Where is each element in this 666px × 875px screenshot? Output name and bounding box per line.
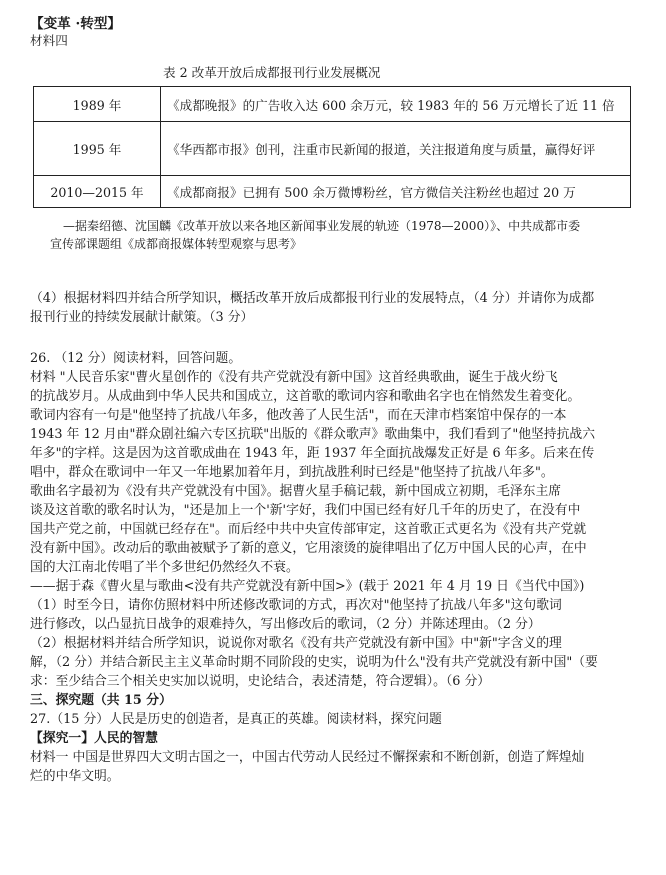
q26-material-line: 没有新中国》。改动后的歌曲被赋予了新的意义，它用滚烫的旋律唱出了亿万中国人民的心声，在中 (30, 541, 587, 556)
q26-material-line: 的抗战岁月。从成曲到中华人民共和国成立，这首歌的歌词内容和歌曲名字也在悄然发生着变化。 (30, 389, 581, 404)
q26-sub2-line: （2）根据材料并结合所学知识，说说你对歌名《没有共产党就没有新中国》中"新"字含义的理 (30, 636, 562, 651)
table-cell-text: 《成都晚报》的广告收入达 600 余万元，较 1983 年的 56 万元增长了近 11 倍 (161, 87, 631, 122)
q26-material-line: 年多"的字样。这是因为这首歌成曲在 1943 年，距 1937 年全面抗战爆发正好是 6 年多。后来在传 (30, 446, 595, 461)
q26-sub1-line: （1）时至今日，请你仿照材料中所述修改歌词的方式，再次对"他坚持了抗战八年多"这句歌词 (30, 598, 562, 613)
table-cell-text: 《华西都市报》创刊，注重市民新闻的报道，关注报道角度与质量，赢得好评 (161, 122, 631, 176)
explore-material-line: 材料一 中国是世界四大文明古国之一，中国古代劳动人民经过不懈探索和不断创新，创造了辉煌灿 (30, 750, 585, 765)
question-27-heading: 27.（15 分）人民是历史的创造者，是真正的英雄。阅读材料，探究问题 (30, 712, 442, 727)
table-cell-year: 1995 年 (34, 122, 161, 176)
q26-material-line: 国共产党之前，中国就已经存在"。而后经中共中央宣传部审定，这首歌正式更名为《没有共产党就 (30, 522, 587, 537)
q26-sub1-line: 进行修改，以凸显抗日战争的艰难持久，写出修改后的歌词，（2 分）并陈述理由。（2 分） (30, 617, 541, 632)
table-cell-year: 1989 年 (34, 87, 161, 122)
table-row (34, 176, 631, 208)
explore-one-heading: 【探究一】人民的智慧 (30, 731, 158, 746)
question-4-line-1: （4）根据材料四并结合所学知识，概括改革开放后成都报刊行业的发展特点，（4 分）并请你为成都 (30, 291, 595, 306)
table-row (34, 87, 631, 122)
q26-sub2-line: 求：至少结合三个相关史实加以说明，史论结合，表述清楚，符合逻辑）。（6 分） (30, 674, 491, 689)
section-title: 【变革 ·转型】 (30, 16, 122, 32)
section-3-heading: 三、探究题（共 15 分） (30, 693, 172, 708)
q26-material-line: 唱中，群众在歌词中一年又一年地累加着年月，到抗战胜利时已经是"他坚持了抗战八年多"。 (30, 465, 554, 480)
question-4-line-2: 报刊行业的持续发展献计献策。（3 分） (30, 310, 254, 325)
q26-material-source: ——据于森《曹火星与歌曲<没有共产党就没有新中国>》(载于 2021 年 4 月 19 日《当代中国》) (30, 579, 585, 594)
q26-material-line: 谈及这首歌的歌名时认为，"还是加上一个'新'字好，我们中国已经有好几千年的历史了，在没有中 (30, 503, 581, 518)
q26-material-line: 材料 "人民音乐家"曹火星创作的《没有共产党就没有新中国》这首经典歌曲，诞生于战火纷飞 (30, 370, 558, 385)
q26-material-line: 歌曲名字最初为《没有共产党就没有中国》。据曹火星手稿记载，新中国成立初期，毛泽东主席 (30, 484, 562, 499)
q26-material-line: 1943 年 12 月由"群众剧社编六专区抗联"出版的《群众歌声》歌曲集中，我们看到了"他坚持抗战六 (30, 427, 595, 442)
table-caption: 表 2 改革开放后成都报刊行业发展概况 (163, 65, 381, 80)
development-table (33, 86, 631, 208)
explore-material-line: 烂的中华文明。 (30, 769, 120, 784)
table-source-line-1: —据秦绍德、沈国麟《改革开放以来各地区新闻事业发展的轨迹（1978—2000）》、中共成都市委 (63, 219, 581, 233)
table-row (34, 122, 631, 176)
table-cell-year: 2010—2015 年 (34, 176, 161, 208)
table-cell-text: 《成都商报》已拥有 500 余万微博粉丝，官方微信关注粉丝也超过 20 万 (161, 176, 631, 208)
material-label: 材料四 (30, 33, 68, 48)
q26-material-line: 歌词内容有一句是"他坚持了抗战八年多，他改善了人民生活"，而在天津市档案馆中保存的一本 (30, 408, 567, 423)
q26-sub2-line: 解，（2 分）并结合新民主主义革命时期不同阶段的史实，说明为什么"没有共产党就没有新中国"（要 (30, 655, 598, 670)
question-26-heading: 26. （12 分）阅读材料，回答问题。 (30, 351, 242, 366)
q26-material-line: 国的大江南北传唱了半个多世纪仍然经久不衰。 (30, 560, 299, 575)
table-source-line-2: 宣传部课题组《成都商报媒体转型观察与思考》 (50, 237, 303, 251)
